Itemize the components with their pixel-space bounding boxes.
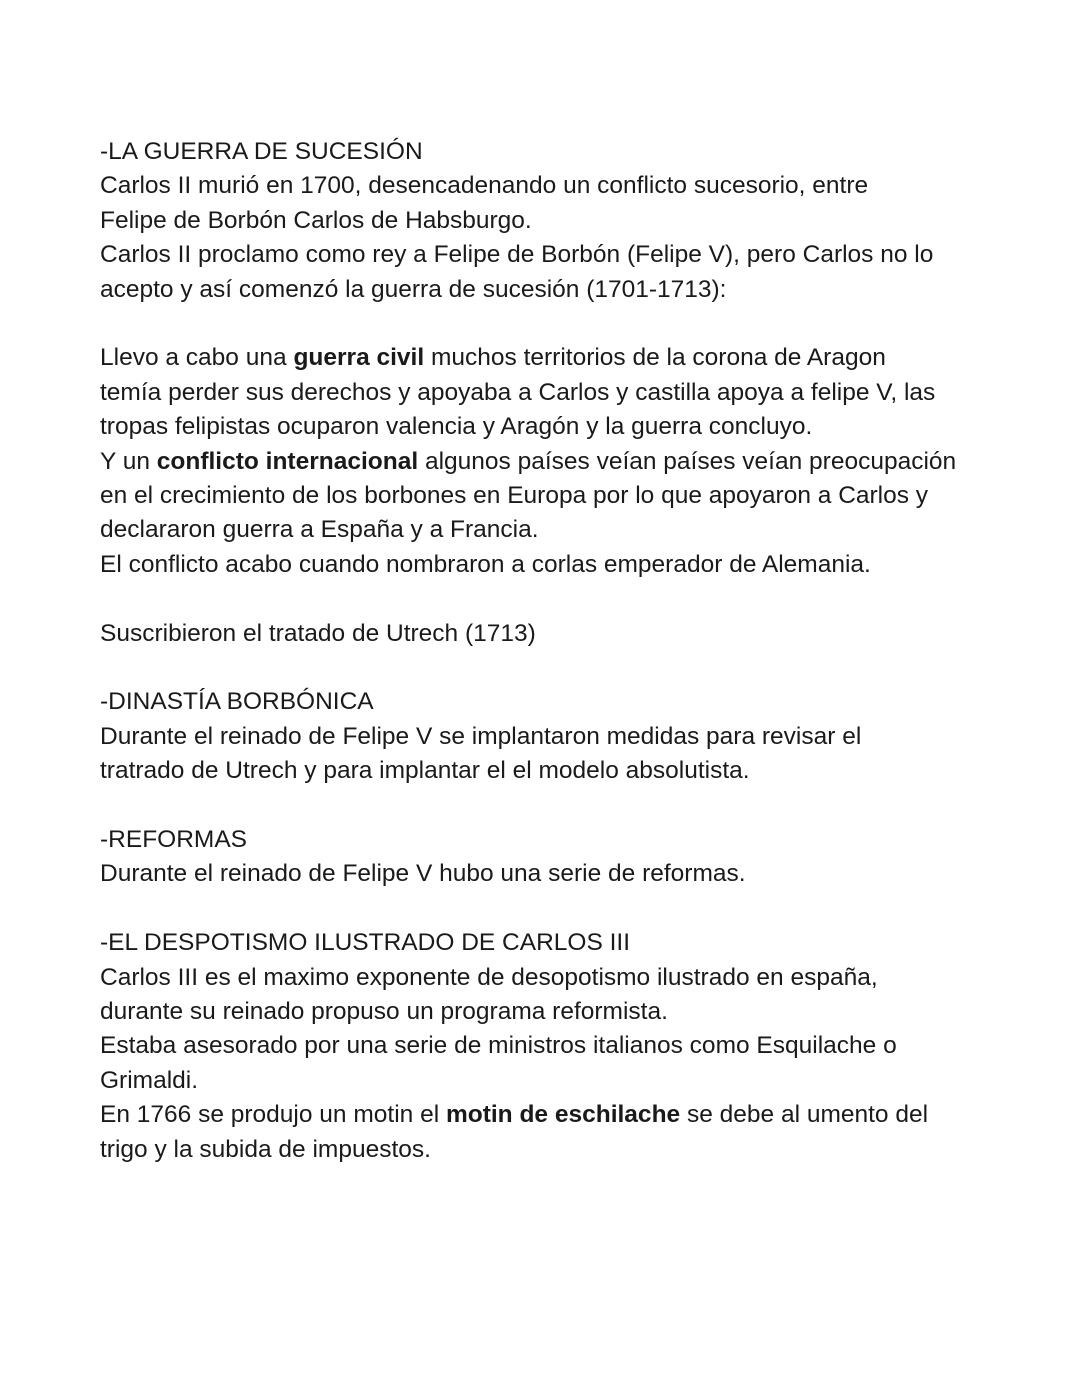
text-line: Llevo a cabo una guerra civil muchos territorios de la corona de Aragon (100, 344, 886, 372)
bold-term-motin-de-eschilache: motin de eschilache (445, 1101, 681, 1129)
text-line: declararon guerra a España y a Francia. (100, 516, 539, 544)
section-reformas (100, 823, 1000, 926)
section-heading: -EL DESPOTISMO ILUSTRADO DE CARLOS III (100, 929, 631, 957)
section-heading: -REFORMAS (100, 826, 247, 854)
text-line: El conflicto acabo cuando nombraron a corlas emperador de Alemania. (100, 550, 871, 578)
section-guerra-de-sucesion (100, 135, 1000, 685)
text-line: Durante el reinado de Felipe V se implantaron medidas para revisar el (100, 722, 862, 750)
text-line: Carlos II murió en 1700, desencadenando un conflicto sucesorio, entre (100, 172, 869, 200)
paragraph-spacer (100, 582, 1000, 616)
section-heading: -LA GUERRA DE SUCESIÓN (100, 138, 423, 165)
paragraph-spacer (100, 789, 1000, 823)
text-line: En 1766 se produjo un motin el motin de eschilache se debe al umento del (100, 1101, 929, 1129)
text-line: Suscribieron el tratado de Utrech (1713) (100, 619, 536, 647)
document-page (100, 135, 1000, 1167)
text-line: Y un conflicto internacional algunos países veían países veían preocupación (100, 447, 957, 475)
paragraph-spacer (100, 892, 1000, 926)
text-line: Carlos II proclamo como rey a Felipe de Borbón (Felipe V), pero Carlos no lo (100, 241, 934, 269)
bold-term-guerra-civil: guerra civil (293, 344, 425, 372)
text-line: trigo y la subida de impuestos. (100, 1135, 431, 1163)
text-line: Carlos III es el maximo exponente de desopotismo ilustrado en españa, (100, 963, 878, 991)
bold-term-conflicto-internacional: conflicto internacional (156, 447, 419, 475)
text-line: acepto y así comenzó la guerra de sucesión (1701-1713): (100, 275, 727, 303)
text-line: tropas felipistas ocuparon valencia y Aragón y la guerra concluyo. (100, 413, 813, 441)
text-line: en el crecimiento de los borbones en Europa por lo que apoyaron a Carlos y (100, 482, 929, 510)
text-line: Felipe de Borbón Carlos de Habsburgo. (100, 206, 532, 234)
section-despotismo-ilustrado (100, 926, 1000, 1167)
paragraph-spacer (100, 307, 1000, 341)
section-heading: -DINASTÍA BORBÓNICA (100, 688, 374, 716)
text-line: Durante el reinado de Felipe V hubo una serie de reformas. (100, 860, 746, 888)
text-line: temía perder sus derechos y apoyaba a Carlos y castilla apoya a felipe V, las (100, 378, 936, 406)
text-line: durante su reinado propuso un programa reformista. (100, 998, 668, 1026)
paragraph-spacer (100, 651, 1000, 685)
text-line: Estaba asesorado por una serie de ministros italianos como Esquilache o (100, 1032, 897, 1060)
text-line: tratrado de Utrech y para implantar el el modelo absolutista. (100, 757, 750, 785)
section-dinastia-borbonica (100, 685, 1000, 823)
text-line: Grimaldi. (100, 1066, 199, 1094)
